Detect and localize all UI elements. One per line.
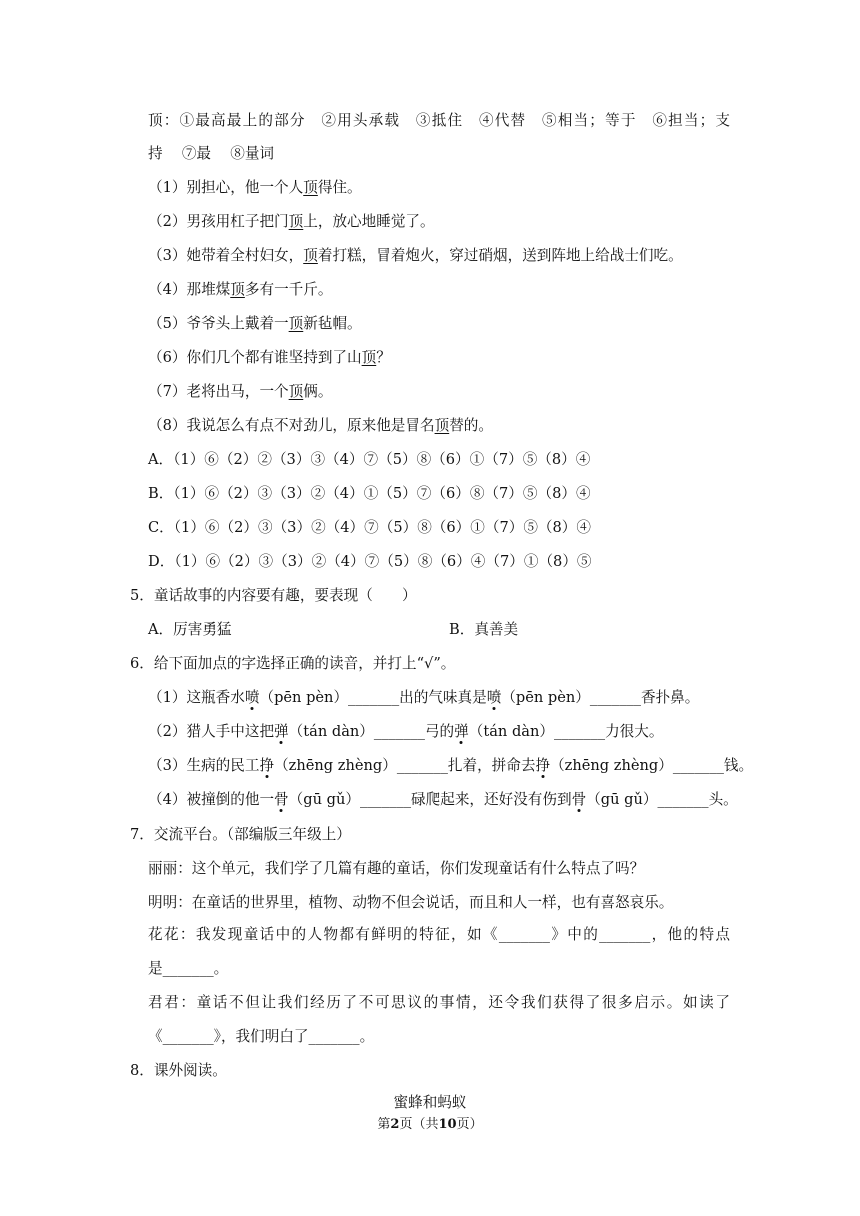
q5-option-a[interactable]: A．厉害勇猛 — [148, 621, 232, 638]
q4-sentence-5: （5）爷爷头上戴着一顶新毡帽。 — [148, 315, 362, 332]
q7-line-5: 君君：童话不但让我们经历了不可思议的事情，还令我们获得了很多启示。如读了 — [148, 994, 730, 1011]
q4-option-c[interactable]: C．（1）⑥（2）③（3）②（4）⑦（5）⑧（6）①（7）⑤（8）④ — [148, 519, 591, 536]
q4-sentence-4: （4）那堆煤顶多有一千斤。 — [148, 281, 333, 298]
q5-stem: 5．童话故事的内容要有趣，要表现（ ） — [130, 587, 417, 604]
reading-title: 蜜蜂和蚂蚁 — [393, 1094, 467, 1111]
q4-sentence-1: （1）别担心，他一个人顶得住。 — [148, 179, 362, 196]
q6-sentence-4: （4）被撞倒的他一骨（gū gǔ）_______碌爬起来，还好没有伤到骨（gū gǔ）_______头。 — [148, 791, 738, 808]
q4-sentence-6: （6）你们几个都有谁坚持到了山顶？ — [148, 349, 391, 366]
q6-sentence-1: （1）这瓶香水喷（pēn pèn）_______出的气味真是喷（pēn pèn）_______香扑鼻。 — [148, 689, 700, 706]
q4-sentence-2: （2）男孩用杠子把门顶上，放心地睡觉了。 — [148, 213, 435, 230]
q6-stem: 6．给下面加点的字选择正确的读音，并打上“√”。 — [130, 655, 456, 672]
q6-sentence-2: （2）猎人手中这把弹（tán dàn）_______弓的弹（tán dàn）_______力很大。 — [148, 723, 664, 740]
page-footer: 第2页（共10页） — [377, 1117, 483, 1132]
q6-sentence-3: （3）生病的民工挣（zhēng zhèng）_______扎着，拼命去挣（zhēng zhèng）_______钱。 — [148, 757, 754, 774]
q4-definitions-line2: 持 ⑦最 ⑧量词 — [148, 145, 275, 162]
q7-line-4: 是_______。 — [148, 960, 229, 977]
q4-option-b[interactable]: B．（1）⑥（2）③（3）②（4）①（5）⑦（6）⑧（7）⑤（8）④ — [148, 485, 591, 502]
q4-definitions-line1: 顶：①最高最上的部分 ②用头承载 ③抵住 ④代替 ⑤相当；等于 ⑥担当；支 — [148, 112, 730, 129]
q7-line-1: 丽丽：这个单元，我们学了几篇有趣的童话，你们发现童话有什么特点了吗？ — [148, 860, 645, 877]
q8-stem: 8．课外阅读。 — [130, 1062, 227, 1079]
q4-sentence-3: （3）她带着全村妇女，顶着打糕，冒着炮火，穿过硝烟，送到阵地上给战士们吃。 — [148, 247, 683, 264]
q7-line-2: 明明：在童话的世界里，植物、动物不但会说话，而且和人一样，也有喜怒哀乐。 — [148, 894, 674, 911]
q7-stem: 7．交流平台。（部编版三年级上） — [130, 826, 351, 843]
current-page-number: 2 — [390, 1117, 400, 1132]
total-pages-number: 10 — [438, 1117, 457, 1132]
q4-sentence-7: （7）老将出马，一个顶俩。 — [148, 383, 333, 400]
q7-line-3: 花花：我发现童话中的人物都有鲜明的特征，如《_______》中的_______，他的特点 — [148, 926, 730, 943]
q4-option-d[interactable]: D．（1）⑥（2）③（3）②（4）⑦（5）⑧（6）④（7）①（8）⑤ — [148, 553, 592, 570]
q4-sentence-8: （8）我说怎么有点不对劲儿，原来他是冒名顶替的。 — [148, 417, 493, 434]
q7-line-6: 《_______》，我们明白了_______。 — [148, 1028, 375, 1045]
q5-option-b[interactable]: B．真善美 — [449, 621, 519, 638]
q4-option-a[interactable]: A．（1）⑥（2）②（3）③（4）⑦（5）⑧（6）①（7）⑤（8）④ — [148, 451, 591, 468]
